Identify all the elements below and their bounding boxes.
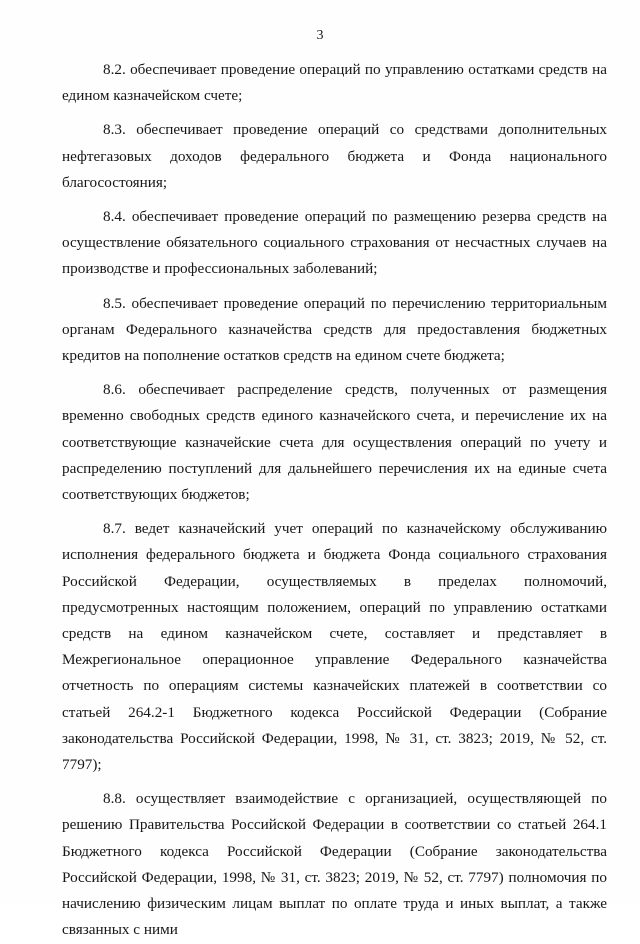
paragraph-8-8: 8.8. осуществляет взаимодействие с организацией, осуществляющей по решению Правительства Российской Федерации в соответствии со статьей 264.1 Бюджетного кодекса Российской Федерации (Собрание законодательства Российской Федерации, 1998, № 31, ст. 3823; 2019, № 52, ст. 7797) полномочия по начислению физическим лицам выплат по оплате труда и иных выплат, а также связанных с ними [62, 790, 607, 939]
document-body [62, 57, 607, 944]
paragraph-8-2: 8.2. обеспечивает проведение операций по управлению остатками средств на едином казначейском счете; [62, 61, 607, 105]
paragraph-8-6: 8.6. обеспечивает распределение средств, полученных от размещения временно свободных средств единого казначейского счета, и перечисление их на соответствующие казначейские счета для осуществления операций по учету и распределению поступлений для дальнейшего перечисления их на единые счета соответствующих бюджетов; [62, 381, 607, 504]
paragraph-8-3: 8.3. обеспечивает проведение операций со средствами дополнительных нефтегазовых доходов федерального бюджета и Фонда национального благосостояния; [62, 121, 607, 191]
paragraph-8-4: 8.4. обеспечивает проведение операций по размещению резерва средств на осуществление обязательного социального страхования от несчастных случаев на производстве и профессиональных заболеваний; [62, 208, 607, 278]
paragraph-8-5: 8.5. обеспечивает проведение операций по перечислению территориальным органам Федерального казначейства средств для предоставления бюджетных кредитов на пополнение остатков средств на едином счете бюджета; [62, 294, 607, 365]
paragraph-8-7: 8.7. ведет казначейский учет операций по казначейскому обслуживанию исполнения федерального бюджета и бюджета Фонда социального страхования Российской Федерации, осуществляемых в пределах полномочий, предусмотренных настоящим положением, операций по управлению остатками средств на едином казначейском счете, составляет и представляет в Межрегиональное операционное управление Федерального казначейства отчетность по операциям системы казначейских платежей в соответствии со статьей 264.2-1 Бюджетного кодекса Российской Федерации (Собрание законодательства Российской Федерации, 1998, № 31, ст. 3823; 2019, № 52, ст. 7797); [62, 520, 607, 774]
page-number: 3 [316, 28, 324, 43]
